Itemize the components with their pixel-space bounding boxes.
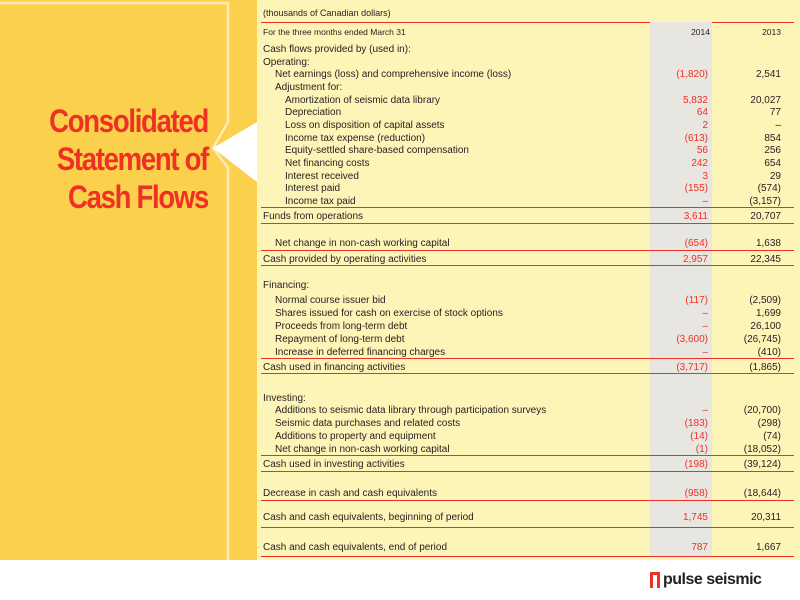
pulse-logo-icon bbox=[650, 572, 660, 588]
row-label: Increase in deferred financing charges bbox=[275, 347, 446, 358]
value-2013: 654 bbox=[764, 158, 781, 169]
value-2014: 787 bbox=[691, 542, 708, 553]
value-2014: (958) bbox=[684, 488, 708, 499]
statement-row bbox=[0, 106, 800, 119]
statement-row bbox=[0, 237, 800, 250]
statement-row bbox=[0, 307, 800, 320]
row-label: Seismic data purchases and related costs bbox=[275, 418, 461, 429]
statement-row bbox=[0, 43, 800, 56]
value-2013: (410) bbox=[757, 347, 781, 358]
column-header-2014: 2014 bbox=[691, 27, 710, 37]
statement-row bbox=[0, 541, 800, 554]
value-2013: (3,157) bbox=[749, 196, 781, 207]
header-divider bbox=[261, 22, 794, 23]
value-2013: 22,345 bbox=[750, 254, 781, 265]
row-label: Amortization of seismic data library bbox=[285, 95, 441, 106]
row-label: Cash used in investing activities bbox=[263, 459, 405, 470]
row-label: Additions to property and equipment bbox=[275, 431, 436, 442]
row-divider bbox=[261, 265, 794, 266]
row-divider bbox=[261, 471, 794, 472]
value-2013: (574) bbox=[757, 183, 781, 194]
row-label: Depreciation bbox=[285, 107, 342, 118]
row-divider bbox=[261, 358, 794, 359]
value-2013: (18,644) bbox=[743, 488, 781, 499]
value-2014: (183) bbox=[684, 418, 708, 429]
row-label: Shares issued for cash on exercise of stock options bbox=[275, 308, 503, 319]
row-label: Investing: bbox=[263, 393, 306, 404]
row-label: Net earnings (loss) and comprehensive income (loss) bbox=[275, 69, 512, 80]
value-2014: (1) bbox=[695, 444, 708, 455]
statement-row bbox=[0, 144, 800, 157]
row-label: Additions to seismic data library through participation surveys bbox=[275, 405, 547, 416]
statement-row bbox=[0, 458, 800, 471]
statement-row bbox=[0, 182, 800, 195]
statement-row bbox=[0, 333, 800, 346]
value-2014: 5,832 bbox=[682, 95, 708, 106]
value-2014: – bbox=[702, 405, 708, 416]
value-2014: 56 bbox=[696, 145, 708, 156]
value-2014: (3,600) bbox=[676, 334, 708, 345]
logo-text: pulse seismic bbox=[663, 571, 762, 588]
row-divider bbox=[261, 207, 794, 208]
row-label: Income tax paid bbox=[285, 196, 356, 207]
value-2014: (117) bbox=[685, 295, 708, 306]
value-2013: 26,100 bbox=[750, 321, 781, 332]
row-label: Income tax expense (reduction) bbox=[285, 133, 426, 144]
value-2013: 77 bbox=[769, 107, 781, 118]
row-label: Operating: bbox=[263, 57, 310, 68]
value-2014: 3 bbox=[702, 171, 708, 182]
statement-row bbox=[0, 157, 800, 170]
value-2013: (1,865) bbox=[749, 362, 781, 373]
row-label: Loss on disposition of capital assets bbox=[285, 120, 445, 131]
value-2014: 1,745 bbox=[682, 512, 708, 523]
row-divider bbox=[261, 455, 794, 456]
value-2013: 20,027 bbox=[750, 95, 781, 106]
row-label: Cash and cash equivalents, beginning of period bbox=[263, 512, 474, 523]
statement-row bbox=[0, 404, 800, 417]
row-label: Repayment of long-term debt bbox=[275, 334, 405, 345]
value-2013: (2,509) bbox=[749, 295, 781, 306]
row-label: Equity-settled share-based compensation bbox=[285, 145, 469, 156]
value-2013: (74) bbox=[763, 431, 781, 442]
statement-row bbox=[0, 81, 800, 94]
value-2013: (26,745) bbox=[743, 334, 781, 345]
statement-row bbox=[0, 68, 800, 81]
value-2014: (613) bbox=[684, 133, 708, 144]
row-label: Decrease in cash and cash equivalents bbox=[263, 488, 437, 499]
statement-row bbox=[0, 417, 800, 430]
value-2013: (20,700) bbox=[743, 405, 781, 416]
row-divider bbox=[261, 556, 794, 557]
value-2013: – bbox=[775, 120, 781, 131]
row-label: Cash and cash equivalents, end of period bbox=[263, 542, 448, 553]
value-2013: 1,638 bbox=[755, 238, 781, 249]
company-logo bbox=[650, 570, 761, 590]
row-label: Proceeds from long-term debt bbox=[275, 321, 408, 332]
value-2014: (14) bbox=[690, 431, 708, 442]
statement-row bbox=[0, 119, 800, 132]
row-label: Cash provided by operating activities bbox=[263, 254, 427, 265]
row-divider bbox=[261, 500, 794, 501]
value-2014: (155) bbox=[684, 183, 708, 194]
column-header-2013: 2013 bbox=[762, 27, 781, 37]
statement-row bbox=[0, 210, 800, 223]
row-label: Interest paid bbox=[285, 183, 341, 194]
value-2014: – bbox=[702, 196, 708, 207]
row-label: Cash flows provided by (used in): bbox=[263, 44, 411, 55]
value-2013: 1,667 bbox=[755, 542, 781, 553]
statement-row bbox=[0, 279, 800, 292]
statement-row bbox=[0, 511, 800, 524]
value-2014: (198) bbox=[684, 459, 708, 470]
value-2014: – bbox=[702, 308, 708, 319]
statement-row bbox=[0, 294, 800, 307]
row-label: Adjustment for: bbox=[275, 82, 343, 93]
value-2014: 242 bbox=[691, 158, 708, 169]
row-divider bbox=[261, 373, 794, 374]
row-label: Net change in non-cash working capital bbox=[275, 444, 450, 455]
value-2013: 1,699 bbox=[755, 308, 781, 319]
row-label: Cash used in financing activities bbox=[263, 362, 406, 373]
statement-row bbox=[0, 430, 800, 443]
value-2014: 2 bbox=[702, 120, 708, 131]
row-label: Normal course issuer bid bbox=[275, 295, 386, 306]
value-2013: (298) bbox=[757, 418, 781, 429]
value-2013: (18,052) bbox=[743, 444, 781, 455]
value-2014: 3,611 bbox=[683, 211, 708, 222]
value-2013: 854 bbox=[764, 133, 781, 144]
value-2014: (1,820) bbox=[676, 69, 708, 80]
value-2013: (39,124) bbox=[743, 459, 781, 470]
value-2013: 2,541 bbox=[755, 69, 781, 80]
period-header: For the three months ended March 31 bbox=[263, 27, 406, 37]
value-2013: 256 bbox=[764, 145, 781, 156]
title-line: Consolidated bbox=[49, 103, 208, 139]
value-2014: 64 bbox=[696, 107, 708, 118]
statement-row bbox=[0, 487, 800, 500]
value-2013: 29 bbox=[769, 171, 781, 182]
value-2014: (3,717) bbox=[676, 362, 708, 373]
value-2013: 20,311 bbox=[751, 512, 781, 523]
row-label: Net financing costs bbox=[285, 158, 370, 169]
row-label: Net change in non-cash working capital bbox=[275, 238, 450, 249]
row-divider bbox=[261, 527, 794, 528]
title-line: Statement of bbox=[56, 141, 208, 177]
value-2014: 2,957 bbox=[682, 254, 708, 265]
title-line: Cash Flows bbox=[67, 179, 208, 215]
row-label: Funds from operations bbox=[263, 211, 364, 222]
value-2014: – bbox=[702, 321, 708, 332]
row-label: Interest received bbox=[285, 171, 359, 182]
value-2013: 20,707 bbox=[750, 211, 781, 222]
statement-row bbox=[0, 320, 800, 333]
row-label: Financing: bbox=[263, 280, 310, 291]
value-2014: (654) bbox=[684, 238, 708, 249]
units-note: (thousands of Canadian dollars) bbox=[263, 8, 391, 18]
row-divider bbox=[261, 223, 794, 224]
row-divider bbox=[261, 250, 794, 251]
value-2014: – bbox=[702, 347, 708, 358]
